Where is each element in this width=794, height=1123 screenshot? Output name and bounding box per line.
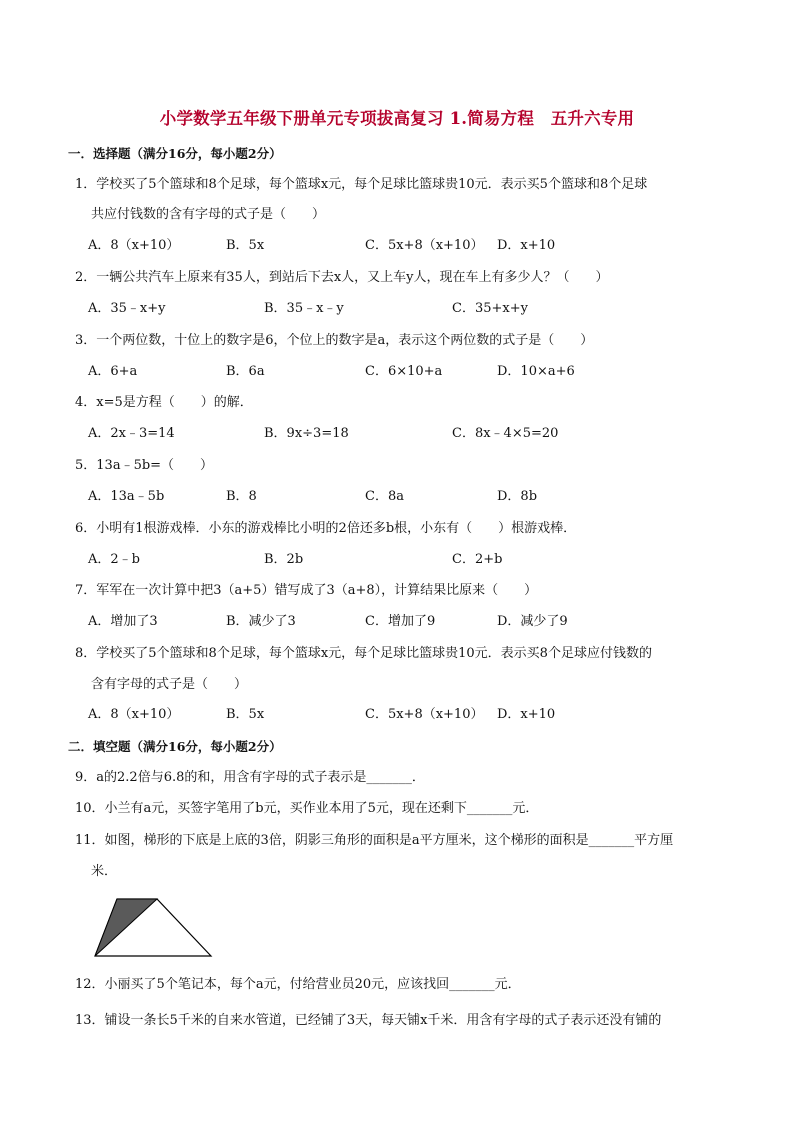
question-1-options [88, 237, 728, 255]
option-c: C．2+b [452, 552, 503, 567]
section-heading-fill-in: 二．填空题（满分16分，每小题2分） [68, 739, 282, 754]
question-8-line-2: 含有字母的式子是（ ） [91, 677, 248, 692]
question-11-line-1: 11．如图，梯形的下底是上底的3倍，阴影三角形的面积是a平方厘米，这个梯形的面积是_______平方厘 [75, 833, 674, 848]
option-b: B．8 [226, 489, 257, 504]
option-d: D．8b [497, 489, 538, 504]
option-a: A．2x﹣3=14 [88, 426, 175, 441]
option-d: D．减少了9 [497, 614, 568, 629]
option-b: B．35﹣x﹣y [264, 301, 344, 316]
option-b: B．5x [226, 707, 265, 722]
question-12-line-1: 12．小丽买了5个笔记本，每个a元，付给营业员20元，应该找回_______元． [75, 977, 521, 992]
option-b: B．6a [226, 364, 265, 379]
option-c: C．5x+8（x+10） [365, 707, 484, 722]
question-3-options [88, 363, 728, 381]
question-7-line-1: 7．军军在一次计算中把3（a+5）错写成了3（a+8），计算结果比原来（ ） [75, 583, 538, 598]
option-b: B．5x [226, 238, 265, 253]
option-c: C．5x+8（x+10） [365, 238, 484, 253]
question-13-line-1: 13．铺设一条长5千米的自来水管道，已经铺了3天，每天铺x千米．用含有字母的式子表示还没有铺的 [75, 1013, 662, 1028]
option-d: D．x+10 [497, 238, 556, 253]
option-b: B．减少了3 [226, 614, 296, 629]
question-9-line-1: 9．a的2.2倍与6.8的和，用含有字母的式子表示是_______． [75, 770, 425, 785]
question-6-line-1: 6．小明有1根游戏棒．小东的游戏棒比小明的2倍还多b根，小东有（ ）根游戏棒． [75, 521, 577, 536]
section-heading-choice: 一．选择题（满分16分，每小题2分） [68, 146, 282, 161]
question-7-options [88, 613, 728, 631]
option-b: B．9x÷3=18 [264, 426, 349, 441]
question-2-options [88, 300, 728, 318]
question-4-line-1: 4．x=5是方程（ ）的解． [75, 395, 253, 410]
option-d: D．10×a+6 [497, 364, 575, 379]
question-1-line-1: 1．学校买了5个篮球和8个足球，每个篮球x元，每个足球比篮球贵10元．表示买5个篮球和8个足球 [75, 177, 648, 192]
question-8-line-1: 8．学校买了5个篮球和8个足球，每个篮球x元，每个足球比篮球贵10元．表示买8个足球应付钱数的 [75, 646, 652, 661]
question-3-line-1: 3．一个两位数，十位上的数字是6，个位上的数字是a，表示这个两位数的式子是（ ） [75, 333, 594, 348]
option-b: B．2b [264, 552, 304, 567]
option-c: C．8a [365, 489, 404, 504]
question-2-line-1: 2．一辆公共汽车上原来有35人，到站后下去x人，又上车y人，现在车上有多少人？（ ） [75, 270, 609, 285]
option-d: D．x+10 [497, 707, 556, 722]
question-10-line-1: 10．小兰有a元，买签字笔用了b元，买作业本用了5元，现在还剩下_______元． [75, 801, 539, 816]
option-a: A．2﹣b [88, 552, 140, 567]
option-a: A．8（x+10） [88, 707, 180, 722]
question-1-line-2: 共应付钱数的含有字母的式子是（ ） [91, 207, 326, 222]
option-c: C．6×10+a [365, 364, 443, 379]
option-a: A．增加了3 [88, 614, 158, 629]
question-5-line-1: 5．13a﹣5b=（ ） [75, 458, 214, 473]
option-a: A．35﹣x+y [88, 301, 166, 316]
question-5-options [88, 488, 728, 506]
option-c: C．8x﹣4×5=20 [452, 426, 559, 441]
option-a: A．13a﹣5b [88, 489, 165, 504]
option-a: A．8（x+10） [88, 238, 180, 253]
question-6-options [88, 551, 728, 569]
question-11-line-2: 米． [91, 864, 118, 879]
question-4-options [88, 425, 728, 443]
option-c: C．35+x+y [452, 301, 528, 316]
page-title: 小学数学五年级下册单元专项拔高复习 1.简易方程 五升六专用 [159, 109, 635, 128]
option-c: C．增加了9 [365, 614, 436, 629]
question-8-options [88, 706, 728, 724]
trapezoid-figure [93, 895, 213, 959]
option-a: A．6+a [88, 364, 138, 379]
